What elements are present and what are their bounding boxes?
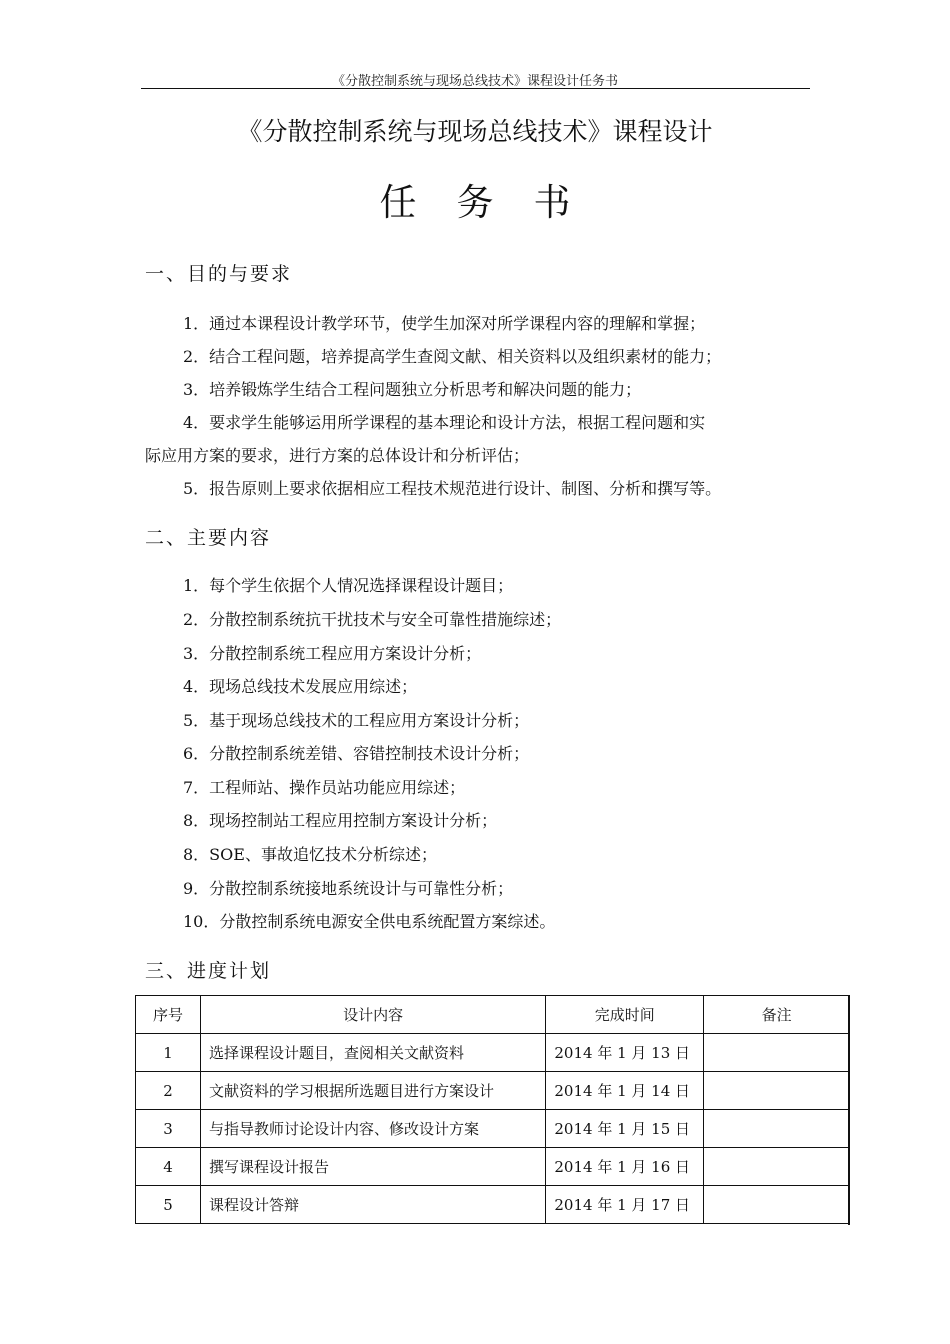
- header-divider: [141, 88, 810, 89]
- cell-content: 文献资料的学习根据所选题目进行方案设计: [200, 1072, 545, 1110]
- content-item: 6．分散控制系统差错、容错控制技术设计分析；: [183, 744, 530, 763]
- goal-item: 1．通过本课程设计教学环节，使学生加深对所学课程内容的理解和掌握；: [183, 314, 706, 333]
- cell-index: 4: [136, 1148, 201, 1186]
- page-header: 《分散控制系统与现场总线技术》课程设计任务书: [331, 74, 618, 89]
- cell-remarks: [704, 1186, 850, 1224]
- cell-time: 2014 年 1 月 17 日: [546, 1186, 704, 1224]
- goal-item: 3．培养锻炼学生结合工程问题独立分析思考和解决问题的能力；: [183, 380, 642, 399]
- goal-item: 2．结合工程问题，培养提高学生查阅文献、相关资料以及组织素材的能力；: [183, 347, 722, 366]
- column-header-time: 完成时间: [546, 996, 704, 1034]
- content-item: 4．现场总线技术发展应用综述；: [183, 677, 418, 696]
- content-item: 2．分散控制系统抗干扰技术与安全可靠性措施综述；: [183, 610, 562, 629]
- cell-remarks: [704, 1110, 850, 1148]
- cell-remarks: [704, 1072, 850, 1110]
- column-header-index: 序号: [136, 996, 201, 1034]
- schedule-table: [135, 995, 850, 1224]
- cell-content: 课程设计答辩: [200, 1186, 545, 1224]
- cell-time: 2014 年 1 月 13 日: [546, 1034, 704, 1072]
- cell-content: 撰写课程设计报告: [200, 1148, 545, 1186]
- section-heading-content: 二、主要内容: [145, 527, 272, 549]
- cell-index: 3: [136, 1110, 201, 1148]
- table-row: [136, 1110, 850, 1148]
- table-row: [136, 1034, 850, 1072]
- content-item: 5．基于现场总线技术的工程应用方案设计分析；: [183, 711, 530, 730]
- content-item: 8．SOE、事故追忆技术分析综述；: [183, 845, 437, 864]
- section-heading-goals: 一、目的与要求: [145, 263, 293, 285]
- cell-index: 2: [136, 1072, 201, 1110]
- cell-time: 2014 年 1 月 15 日: [546, 1110, 704, 1148]
- cell-time: 2014 年 1 月 14 日: [546, 1072, 704, 1110]
- cell-time: 2014 年 1 月 16 日: [546, 1148, 704, 1186]
- cell-index: 1: [136, 1034, 201, 1072]
- cell-content: 选择课程设计题目，查阅相关文献资料: [200, 1034, 545, 1072]
- table-header-row: [136, 996, 850, 1034]
- table-row: [136, 1072, 850, 1110]
- cell-content: 与指导教师讨论设计内容、修改设计方案: [200, 1110, 545, 1148]
- table-row: [136, 1186, 850, 1224]
- document-title: 《分散控制系统与现场总线技术》课程设计: [237, 117, 713, 146]
- content-item: 9．分散控制系统接地系统设计与可靠性分析；: [183, 879, 514, 898]
- column-header-content: 设计内容: [200, 996, 545, 1034]
- goal-item: 5．报告原则上要求依据相应工程技术规范进行设计、制图、分析和撰写等。: [183, 479, 722, 498]
- content-item: 8．现场控制站工程应用控制方案设计分析；: [183, 811, 498, 830]
- table-row: [136, 1148, 850, 1186]
- content-item: 3．分散控制系统工程应用方案设计分析；: [183, 644, 482, 663]
- cell-remarks: [704, 1034, 850, 1072]
- goal-item-continuation: 际应用方案的要求，进行方案的总体设计和分析评估；: [145, 446, 530, 465]
- content-item: 1．每个学生依据个人情况选择课程设计题目；: [183, 576, 514, 595]
- cell-index: 5: [136, 1186, 201, 1224]
- column-header-remarks: 备注: [704, 996, 850, 1034]
- goal-item: 4．要求学生能够运用所学课程的基本理论和设计方法，根据工程问题和实: [183, 413, 706, 432]
- document-subtitle: 任务书: [379, 181, 611, 224]
- content-item: 10．分散控制系统电源安全供电系统配置方案综述。: [183, 912, 556, 931]
- section-heading-schedule: 三、进度计划: [145, 960, 272, 982]
- table-right-border: [848, 995, 850, 1225]
- cell-remarks: [704, 1148, 850, 1186]
- content-item: 7．工程师站、操作员站功能应用综述；: [183, 778, 466, 797]
